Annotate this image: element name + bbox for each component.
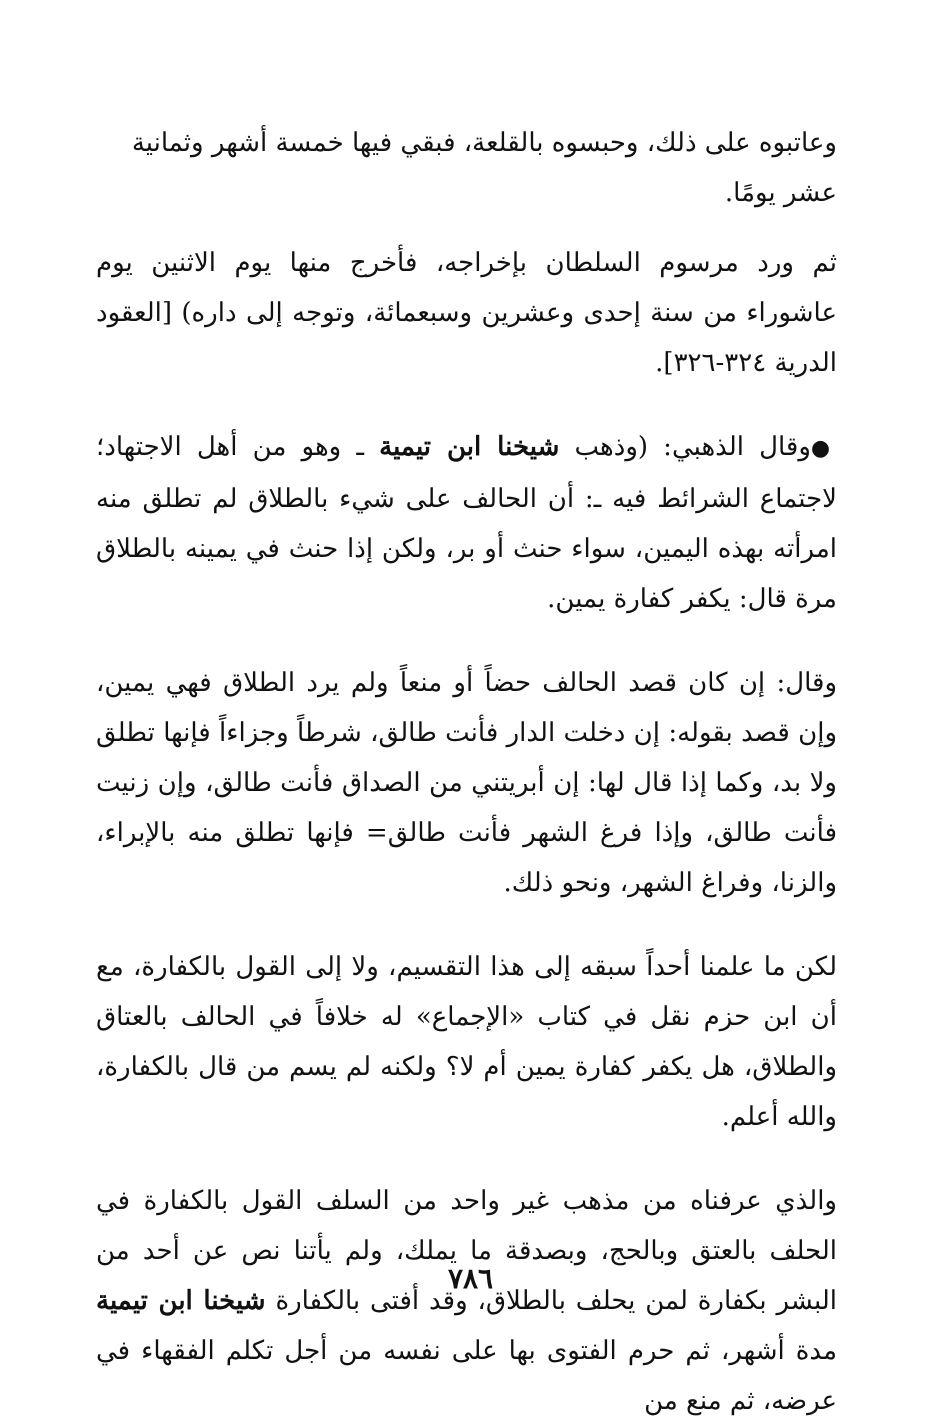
paragraph-imprisonment: وعاتبوه على ذلك، وحبسوه بالقلعة، فبقي فيها خمسة أشهر وثمانية عشر يومًا. bbox=[131, 128, 837, 208]
paragraph-ibn-hazm: لكن ما علمنا أحداً سبقه إلى هذا التقسيم، ولا إلى القول بالكفارة، مع أن ابن حزم نقل في كتاب «الإجماع» له خلافاً في الحالف بالعتاق والطلاق، هل يكفر كفارة يمين أم لا؟ ولكنه لم يسم من قال بالكفارة، والله أعلم. bbox=[96, 952, 837, 1132]
paragraph-salaf-opinion bbox=[96, 1176, 837, 1426]
bold-name-ibn-taymiyyah: شيخنا ابن تيمية bbox=[379, 432, 560, 462]
paragraph-dhahabi-quote bbox=[96, 422, 837, 624]
paragraph-talaq-conditions: وقال: إن كان قصد الحالف حضاً أو منعاً ولم يرد الطلاق فهي يمين، وإن قصد بقوله: إن دخلت الدار فأنت طالق، شرطاً وجزاءاً فإنها تطلق ولا بد، وكما إذا قال لها: إن أبريتني من الصداق فأنت طالق، وإن زنيت فأنت طالق، وإذا فرغ الشهر فأنت طالق= فإنها تطلق منه بالإبراء، والزنا، وفراغ الشهر، ونحو ذلك. bbox=[96, 668, 837, 898]
salaf-text-end: مدة أشهر، ثم حرم الفتوى بها على نفسه من أجل تكلم الفقهاء في عرضه، ثم منع من bbox=[96, 1336, 837, 1416]
page-number: ٧٨٦ bbox=[447, 1262, 494, 1295]
bullet-icon: ● bbox=[810, 436, 838, 461]
salaf-text-start: والذي عرفناه من مذهب غير واحد من السلف القول بالكفارة في الحلف بالعتق وبالحج، وبصدقة ما يملك، ولم يأتنا نص عن أحد من البشر بكفارة لمن يحلف بالطلاق، وقد أفتى بالكفارة bbox=[96, 1186, 838, 1316]
paragraph-release: ثم ورد مرسوم السلطان بإخراجه، فأخرج منها يوم الاثنين يوم عاشوراء من سنة إحدى وعشرين وسبعمائة، وتوجه إلى داره) [العقود الدرية ٣٢٤-٣٢٦]. bbox=[96, 248, 837, 378]
bold-name-ibn-taymiyyah-2: شيخنا ابن تيمية bbox=[96, 1286, 266, 1316]
quote-intro: وقال الذهبي: (وذهب bbox=[559, 432, 811, 462]
quote-body: ـ وهو من أهل الاجتهاد؛ لاجتماع الشرائط فيه ـ: أن الحالف على شيء بالطلاق لم تطلق منه امرأته بهذه اليمين، سواء حنث أو بر، ولكن إذا حنث في يمينه بالطلاق مرة قال: يكفر كفارة يمين. bbox=[96, 432, 837, 614]
